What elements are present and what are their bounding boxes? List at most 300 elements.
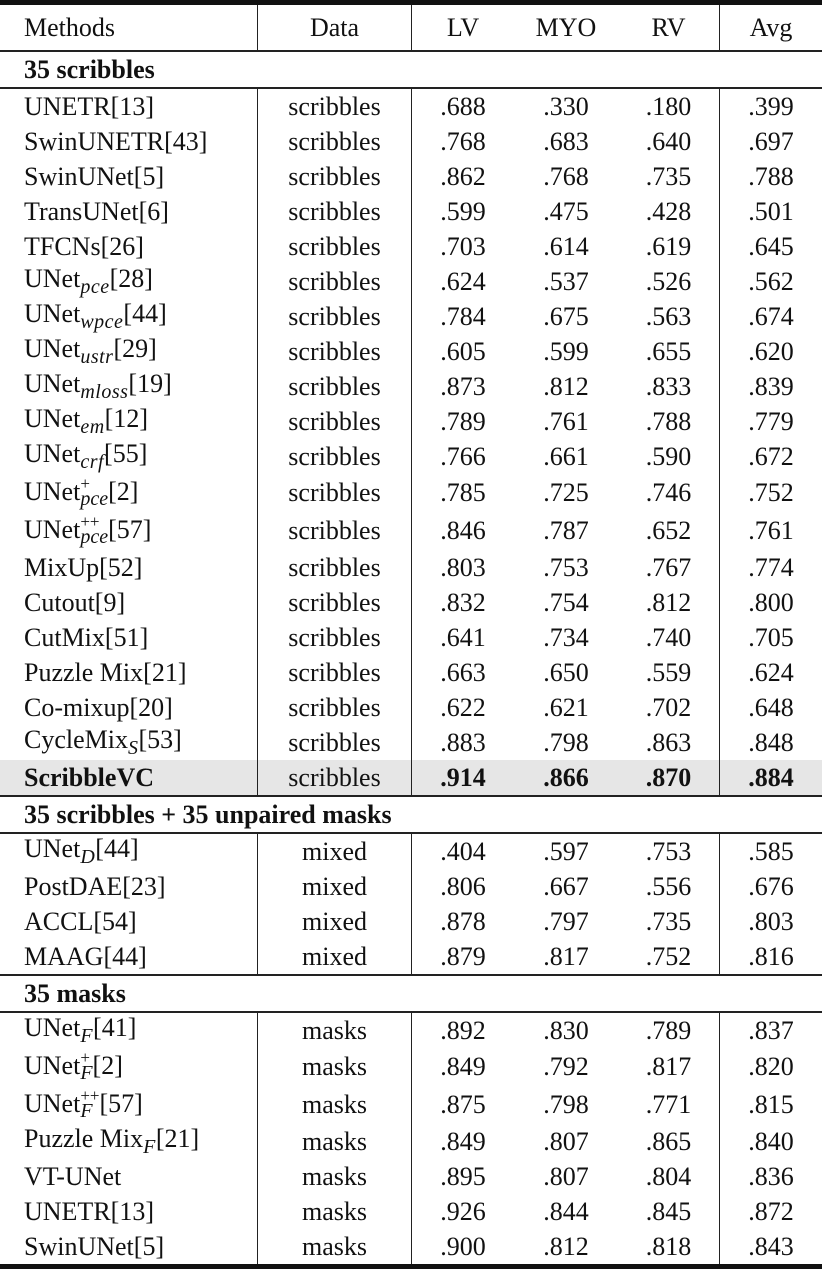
method-reference: [57] — [108, 515, 152, 545]
method-sup-sub — [80, 1047, 93, 1084]
lv-cell: .789 — [440, 406, 486, 436]
lv-cell: .806 — [440, 871, 486, 901]
method-name: Puzzle Mix — [24, 1124, 144, 1153]
header-data: Data — [258, 5, 412, 50]
data-cell: scribbles — [258, 439, 412, 474]
myo-cell: .797 — [543, 906, 589, 936]
rv-cell: .559 — [618, 655, 720, 690]
data-cell: masks — [258, 1048, 412, 1086]
lv-cell: .605 — [440, 336, 486, 366]
lv-cell: .703 — [440, 231, 486, 261]
method-cell — [0, 124, 258, 159]
rv-cell: .845 — [618, 1194, 720, 1229]
method-subscript: F — [80, 1099, 93, 1122]
method-reference: [13] — [110, 91, 154, 121]
data-cell: scribbles — [258, 229, 412, 264]
method-name: UNet — [24, 515, 81, 545]
table-row — [0, 550, 822, 585]
lv-cell: .599 — [440, 196, 486, 226]
table-row — [0, 229, 822, 264]
rv-cell: .590 — [618, 439, 720, 474]
method-name: Puzzle Mix — [24, 657, 144, 687]
method-cell — [0, 159, 258, 194]
rv-cell: .789 — [618, 1013, 720, 1048]
method-reference: [44] — [123, 299, 167, 328]
method-cell — [0, 655, 258, 690]
method-name: SwinUNet — [24, 1231, 134, 1261]
avg-cell: .840 — [748, 1126, 794, 1156]
data-cell: masks — [258, 1086, 412, 1124]
method-name: UNet — [24, 299, 81, 328]
table-row — [0, 760, 822, 795]
table-row — [0, 512, 822, 550]
table-row — [0, 585, 822, 620]
avg-cell: .705 — [748, 622, 794, 652]
data-cell: scribbles — [258, 585, 412, 620]
lv-cell: .926 — [440, 1196, 486, 1226]
table-row — [0, 124, 822, 159]
method-name: UNet — [24, 1013, 81, 1042]
method-name: ACCL — [24, 906, 94, 936]
method-reference: [51] — [104, 622, 149, 652]
table-row — [0, 1048, 822, 1086]
table-row — [0, 620, 822, 655]
table-row — [0, 869, 822, 904]
myo-cell: .734 — [543, 622, 589, 652]
method-cell — [0, 1124, 258, 1159]
lv-cell: .688 — [440, 91, 486, 121]
method-name: CycleMix — [24, 725, 128, 754]
myo-cell: .812 — [543, 371, 589, 401]
data-cell: masks — [258, 1194, 412, 1229]
lv-cell: .849 — [440, 1052, 486, 1081]
lv-cell: .784 — [440, 301, 486, 331]
myo-cell: .599 — [543, 336, 589, 366]
lv-cell: .404 — [440, 836, 486, 866]
method-name: UNet — [24, 1051, 81, 1081]
data-cell: masks — [258, 1229, 412, 1264]
section-title: 35 scribbles — [24, 54, 155, 84]
myo-cell: .844 — [543, 1196, 589, 1226]
method-reference: [53] — [138, 725, 182, 754]
avg-cell: .820 — [748, 1052, 794, 1081]
rv-cell: .812 — [618, 585, 720, 620]
data-cell: scribbles — [258, 760, 412, 795]
rv-cell: .619 — [618, 229, 720, 264]
method-name: UNet — [24, 477, 81, 507]
table-row — [0, 939, 822, 974]
method-subscript: D — [80, 846, 96, 868]
method-reference: [12] — [104, 404, 148, 433]
table-row — [0, 655, 822, 690]
data-cell: masks — [258, 1013, 412, 1048]
avg-cell: .816 — [748, 941, 794, 971]
table-row — [0, 299, 822, 334]
method-name: VT-UNet — [24, 1161, 122, 1191]
rv-cell: .804 — [618, 1159, 720, 1194]
method-name: Co-mixup — [24, 692, 130, 722]
rv-cell: .526 — [618, 264, 720, 299]
data-cell: scribbles — [258, 512, 412, 550]
method-name: UNet — [24, 834, 81, 863]
data-cell: scribbles — [258, 620, 412, 655]
method-reference: [19] — [128, 369, 172, 398]
method-subscript: wpce — [80, 311, 124, 333]
method-reference: [20] — [129, 692, 173, 722]
method-cell — [0, 869, 258, 904]
avg-cell: .645 — [748, 231, 794, 261]
method-cell — [0, 620, 258, 655]
method-cell — [0, 725, 258, 760]
method-name: MAAG — [24, 941, 104, 971]
avg-cell: .788 — [748, 161, 794, 191]
avg-cell: .872 — [748, 1196, 794, 1226]
method-name: UNETR — [24, 1196, 111, 1226]
bottom-rule-line — [0, 1264, 822, 1269]
method-cell — [0, 264, 258, 299]
method-reference: [21] — [143, 657, 187, 687]
lv-cell: .663 — [440, 657, 486, 687]
method-reference: [6] — [138, 196, 169, 226]
myo-cell: .792 — [543, 1052, 589, 1081]
data-cell: scribbles — [258, 690, 412, 725]
lv-cell: .846 — [440, 516, 486, 545]
table-row — [0, 1124, 822, 1159]
lv-cell: .849 — [440, 1126, 486, 1156]
method-cell — [0, 1048, 258, 1086]
avg-cell: .674 — [748, 301, 794, 331]
lv-cell: .622 — [440, 692, 486, 722]
rv-cell: .180 — [618, 89, 720, 124]
method-cell — [0, 1159, 258, 1194]
section-header-row — [0, 797, 822, 832]
method-cell — [0, 334, 258, 369]
rv-cell: .817 — [618, 1048, 720, 1086]
myo-cell: .475 — [543, 196, 589, 226]
section-header-row — [0, 52, 822, 87]
method-name: CutMix — [24, 622, 105, 652]
method-reference: [2] — [108, 477, 139, 507]
table-row — [0, 834, 822, 869]
method-cell — [0, 550, 258, 585]
table-row — [0, 690, 822, 725]
method-superscript: ++ — [80, 1085, 100, 1105]
data-cell: scribbles — [258, 159, 412, 194]
rv-cell: .752 — [618, 939, 720, 974]
data-cell: scribbles — [258, 655, 412, 690]
method-name: SwinUNet — [24, 161, 134, 191]
avg-cell: .837 — [748, 1015, 794, 1045]
data-cell: scribbles — [258, 404, 412, 439]
method-reference: [57] — [99, 1089, 143, 1119]
myo-cell: .667 — [543, 871, 589, 901]
method-reference: [5] — [133, 1231, 165, 1261]
header-methods: Methods — [0, 5, 258, 50]
method-reference: [28] — [109, 264, 153, 293]
header-avg: Avg — [749, 12, 793, 42]
rv-cell: .740 — [618, 620, 720, 655]
method-cell — [0, 89, 258, 124]
method-cell — [0, 904, 258, 939]
method-reference: [2] — [92, 1051, 123, 1081]
header-row — [0, 5, 822, 50]
section-title: 35 masks — [24, 978, 126, 1008]
method-reference: [23] — [122, 871, 166, 901]
method-sup-sub — [80, 1085, 100, 1122]
method-subscript: F — [80, 1025, 94, 1047]
lv-cell: .878 — [440, 906, 486, 936]
method-reference: [9] — [94, 587, 126, 617]
lv-cell: .875 — [440, 1090, 486, 1119]
avg-cell: .620 — [748, 336, 794, 366]
avg-cell: .761 — [748, 516, 794, 545]
method-cell — [0, 512, 258, 550]
method-sup-sub — [80, 473, 109, 510]
myo-cell: .768 — [543, 161, 589, 191]
table-row — [0, 1013, 822, 1048]
method-name: SwinUNETR — [24, 126, 165, 156]
data-cell: scribbles — [258, 725, 412, 760]
avg-cell: .815 — [748, 1090, 794, 1119]
avg-cell: .839 — [748, 371, 794, 401]
avg-cell: .848 — [748, 727, 794, 757]
myo-cell: .807 — [543, 1126, 589, 1156]
rv-cell: .702 — [618, 690, 720, 725]
myo-cell: .683 — [543, 126, 589, 156]
method-reference: [26] — [100, 231, 144, 261]
method-cell — [0, 585, 258, 620]
rv-cell: .788 — [618, 404, 720, 439]
myo-cell: .621 — [543, 692, 589, 722]
avg-cell: .648 — [748, 692, 794, 722]
rv-cell: .556 — [618, 869, 720, 904]
lv-cell: .832 — [440, 587, 486, 617]
method-cell — [0, 474, 258, 512]
avg-cell: .672 — [748, 441, 794, 471]
table-row — [0, 1086, 822, 1124]
method-cell — [0, 299, 258, 334]
lv-cell: .641 — [440, 622, 486, 652]
myo-cell: .725 — [543, 478, 589, 507]
method-name: UNet — [24, 334, 81, 363]
method-subscript: em — [80, 416, 105, 438]
avg-cell: .501 — [748, 196, 794, 226]
method-name: UNet — [24, 369, 81, 398]
method-name: UNet — [24, 439, 81, 468]
avg-cell: .676 — [748, 871, 794, 901]
method-subscript: mloss — [80, 381, 129, 403]
method-name: Cutout — [24, 587, 95, 617]
table-row — [0, 1194, 822, 1229]
rv-cell: .767 — [618, 550, 720, 585]
myo-cell: .830 — [543, 1015, 589, 1045]
method-subscript: S — [128, 737, 139, 759]
myo-cell: .537 — [543, 266, 589, 296]
data-cell: scribbles — [258, 474, 412, 512]
avg-cell: .836 — [748, 1161, 794, 1191]
rv-cell: .746 — [618, 474, 720, 512]
avg-cell: .774 — [748, 552, 794, 582]
data-cell: mixed — [258, 939, 412, 974]
data-cell: scribbles — [258, 369, 412, 404]
myo-cell: .650 — [543, 657, 589, 687]
lv-cell: .873 — [440, 371, 486, 401]
rv-cell: .640 — [618, 124, 720, 159]
lv-cell: .803 — [440, 552, 486, 582]
data-cell: scribbles — [258, 334, 412, 369]
myo-cell: .661 — [543, 441, 589, 471]
header-lv: LV — [446, 12, 480, 42]
data-cell: scribbles — [258, 550, 412, 585]
rv-cell: .563 — [618, 299, 720, 334]
method-subscript: pce — [80, 276, 110, 298]
method-reference: [55] — [104, 439, 148, 468]
lv-cell: .892 — [440, 1015, 486, 1045]
method-superscript: + — [80, 1047, 90, 1067]
method-sup-sub — [80, 511, 109, 548]
data-cell: mixed — [258, 869, 412, 904]
avg-cell: .884 — [720, 760, 822, 795]
myo-cell: .754 — [543, 587, 589, 617]
avg-cell: .752 — [748, 478, 794, 507]
header-rv: RV — [618, 5, 720, 50]
avg-cell: .399 — [748, 91, 794, 121]
rv-cell: .870 — [618, 760, 720, 795]
avg-cell: .624 — [748, 657, 794, 687]
section-title: 35 scribbles + 35 unpaired masks — [24, 799, 392, 829]
method-name: UNet — [24, 264, 81, 293]
table-row — [0, 1159, 822, 1194]
method-reference: [41] — [93, 1013, 137, 1042]
method-name: TransUNet — [24, 196, 139, 226]
method-superscript: ++ — [80, 511, 100, 531]
data-cell: scribbles — [258, 194, 412, 229]
method-name: UNETR — [24, 91, 111, 121]
method-cell — [0, 369, 258, 404]
rv-cell: .735 — [618, 904, 720, 939]
lv-cell: .914 — [412, 760, 515, 795]
rv-cell: .818 — [618, 1229, 720, 1264]
lv-cell: .768 — [440, 126, 486, 156]
data-cell: scribbles — [258, 299, 412, 334]
data-cell: masks — [258, 1159, 412, 1194]
myo-cell: .798 — [543, 727, 589, 757]
myo-cell: .798 — [543, 1090, 589, 1119]
myo-cell: .812 — [543, 1231, 589, 1261]
lv-cell: .900 — [440, 1231, 486, 1261]
method-cell — [0, 1086, 258, 1124]
method-name: TFCNs — [24, 231, 101, 261]
method-name: UNet — [24, 1089, 81, 1119]
method-cell — [0, 229, 258, 264]
myo-cell: .866 — [514, 760, 618, 795]
rv-cell: .428 — [618, 194, 720, 229]
method-name: PostDAE — [24, 871, 123, 901]
table-row — [0, 904, 822, 939]
lv-cell: .624 — [440, 266, 486, 296]
table-row — [0, 725, 822, 760]
rv-cell: .865 — [618, 1124, 720, 1159]
avg-cell: .779 — [748, 406, 794, 436]
method-reference: [5] — [133, 161, 165, 191]
avg-cell: .585 — [748, 836, 794, 866]
method-subscript: pce — [80, 487, 109, 510]
lv-cell: .883 — [440, 727, 486, 757]
myo-cell: .675 — [543, 301, 589, 331]
data-cell: mixed — [258, 904, 412, 939]
data-cell: mixed — [258, 834, 412, 869]
avg-cell: .800 — [748, 587, 794, 617]
method-cell — [0, 404, 258, 439]
table-row — [0, 264, 822, 299]
data-cell: scribbles — [258, 264, 412, 299]
method-reference: [13] — [110, 1196, 154, 1226]
avg-cell: .843 — [748, 1231, 794, 1261]
rv-cell: .735 — [618, 159, 720, 194]
table-row — [0, 89, 822, 124]
method-reference: [54] — [93, 906, 137, 936]
avg-cell: .803 — [748, 906, 794, 936]
method-cell — [0, 1194, 258, 1229]
rv-cell: .833 — [618, 369, 720, 404]
data-cell: scribbles — [258, 124, 412, 159]
lv-cell: .862 — [440, 161, 486, 191]
data-cell: scribbles — [258, 89, 412, 124]
myo-cell: .817 — [543, 941, 589, 971]
method-subscript: F — [143, 1136, 156, 1158]
method-reference: [44] — [95, 834, 139, 863]
table-row — [0, 404, 822, 439]
table-row — [0, 1229, 822, 1264]
avg-cell: .562 — [748, 266, 794, 296]
myo-cell: .761 — [543, 406, 589, 436]
myo-cell: .753 — [543, 552, 589, 582]
method-name: ScribbleVC — [24, 762, 154, 792]
method-cell — [0, 1229, 258, 1264]
method-reference: [43] — [164, 126, 208, 156]
myo-cell: .597 — [543, 836, 589, 866]
rv-cell: .655 — [618, 334, 720, 369]
method-reference: [29] — [113, 334, 157, 363]
method-cell — [0, 939, 258, 974]
method-subscript: F — [80, 1061, 93, 1084]
method-cell — [0, 760, 258, 795]
lv-cell: .785 — [440, 478, 486, 507]
method-reference: [44] — [103, 941, 147, 971]
table-row — [0, 159, 822, 194]
table-row — [0, 194, 822, 229]
avg-cell: .697 — [748, 126, 794, 156]
method-subscript: ustr — [80, 346, 114, 368]
myo-cell: .807 — [543, 1161, 589, 1191]
section-header-row — [0, 976, 822, 1011]
method-cell — [0, 834, 258, 869]
table-row — [0, 334, 822, 369]
myo-cell: .787 — [543, 516, 589, 545]
method-name: UNet — [24, 404, 81, 433]
lv-cell: .766 — [440, 441, 486, 471]
method-cell — [0, 439, 258, 474]
rv-cell: .771 — [618, 1086, 720, 1124]
rv-cell: .863 — [618, 725, 720, 760]
rv-cell: .652 — [618, 512, 720, 550]
data-cell: masks — [258, 1124, 412, 1159]
bottom-rule — [0, 1264, 822, 1269]
method-subscript: pce — [80, 525, 109, 548]
method-cell — [0, 690, 258, 725]
lv-cell: .895 — [440, 1161, 486, 1191]
header-myo: MYO — [535, 12, 597, 42]
